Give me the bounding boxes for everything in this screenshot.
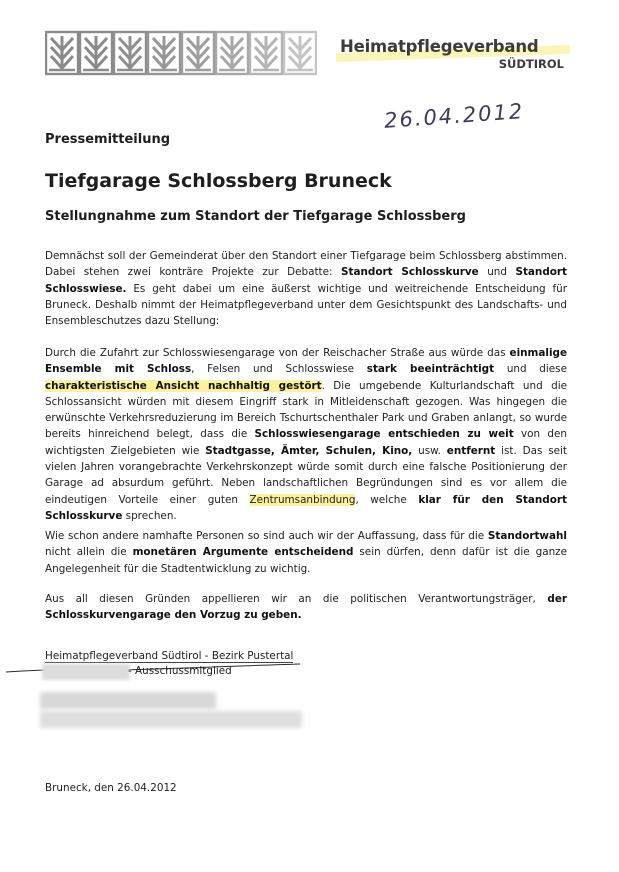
- text-run: klar für den Standort Schlosskurve: [45, 493, 567, 522]
- text-run: einmalige Ensemble mit Schloss: [45, 347, 567, 376]
- text-run: Aus all diesen Gründen appellieren wir an die politischen Verantwortungsträger,: [45, 593, 548, 605]
- text-run: Wie schon andere namhafte Personen so sind auch wir der Auffassung, dass für die: [45, 530, 488, 542]
- text-run: Standortwahl: [487, 530, 567, 542]
- org-region: SÜDTIROL: [498, 57, 564, 71]
- press-label: Pressemitteilung: [45, 132, 171, 147]
- handwritten-date: 26.04.2012: [383, 99, 525, 133]
- signature-role: - Ausschussmitglied: [128, 665, 232, 677]
- text-run: sein dürfen, denn dafür ist die ganze Angelegenheit für die Stadtentwicklung zu wichtig.: [45, 546, 568, 575]
- text-run: . Die umgebende Kulturlandschaft und die Schlossansicht würden mit diesem Eingriff stark in Mitleidenschaft gezogen. Was hingegen die erwünschte Verkehrsreduzierung im Bereich Tschurtschenthaler Park und Graben anlangt, so wurde bereits hinreichend belegt, dass die: [45, 379, 567, 441]
- text-run: stark beeinträchtigt: [366, 363, 495, 376]
- text-run: , welche: [355, 493, 419, 506]
- text-run: entfernt: [446, 444, 496, 457]
- logo-emblem-icon: [283, 30, 317, 76]
- text-run: Es geht dabei um eine äußerst wichtige und weitreichende Entscheidung für Bruneck. Deshalb nimmt der Heimatpflegeverband unter dem Gesichtspunkt des Landschafts- und Ensembleschutzes dazu Stellung:: [45, 282, 567, 328]
- text-run: und diese: [494, 363, 567, 376]
- text-run: monetären Argumente entscheidend: [132, 546, 354, 559]
- text-run: Standort Schlosswiese.: [45, 266, 567, 295]
- text-run: von den wichtigsten Zielgebieten wie: [45, 428, 567, 457]
- logo-emblem-icon: [181, 30, 215, 76]
- logo-emblem-icon: [249, 30, 283, 76]
- signature-organization: [45, 650, 293, 662]
- paragraph-argument: [45, 345, 567, 524]
- text-run: , Felsen und Schlosswiese: [191, 363, 367, 376]
- redacted-block-2: [40, 711, 302, 728]
- text-run: Schlosswiesengarage entschieden zu weit: [254, 428, 514, 441]
- page-title: Tiefgarage Schlossberg Bruneck: [45, 170, 392, 192]
- text-run: Durch die Zufahrt zur Schlosswiesengarage von der Reischacher Straße aus würde das: [45, 347, 510, 359]
- text-run: sprechen.: [122, 509, 177, 522]
- logo-emblem-icon: [79, 30, 113, 76]
- text-run: und: [478, 266, 516, 279]
- redacted-name: [42, 664, 130, 680]
- text-run: usw.: [412, 444, 447, 457]
- text-run: Stadtgasse, Ämter, Schulen, Kino,: [205, 444, 413, 457]
- text-run: ist. Das seit vielen Jahren vorangebrachte Verkehrskonzept würde somit durch eine falsche Positionierung der Garage ad absurdum geführt. Neben landschaftlichen Begründungen sind es vor allem die eindeutigen Vorteile einer guten: [45, 444, 568, 506]
- paragraph-opinion: [45, 528, 567, 577]
- logo-emblem-icon: [45, 30, 79, 76]
- redacted-block-1: [40, 692, 216, 709]
- text-run: der Schlosskurvengarage den Vorzug zu geben.: [45, 593, 567, 622]
- text-run: Demnächst soll der Gemeinderat über den Standort einer Tiefgarage beim Schlossberg abstimmen. Dabei stehen zwei konträre Projekte zur Debatte:: [45, 250, 567, 279]
- paragraph-appeal: [45, 591, 567, 624]
- logo-marks: [45, 30, 317, 78]
- logo-emblem-icon: [147, 30, 181, 76]
- text-run: nicht allein die: [45, 546, 133, 559]
- text-run: charakteristische Ansicht nachhaltig gestört: [45, 379, 322, 392]
- text-run: Zentrumsanbindung: [249, 493, 356, 506]
- paragraph-intro: [45, 248, 567, 329]
- text-run: Standort Schlosskurve: [341, 266, 479, 279]
- org-name: Heimatpflegeverband: [340, 37, 564, 56]
- place-and-date: Bruneck, den 26.04.2012: [45, 782, 177, 794]
- logo-emblem-icon: [215, 30, 249, 76]
- logo-emblem-icon: [113, 30, 147, 76]
- signature-organization-text: Heimatpflegeverband Südtirol - Bezirk Pustertal: [45, 650, 294, 662]
- page-subtitle: Stellungnahme zum Standort der Tiefgarage Schlossberg: [45, 209, 466, 224]
